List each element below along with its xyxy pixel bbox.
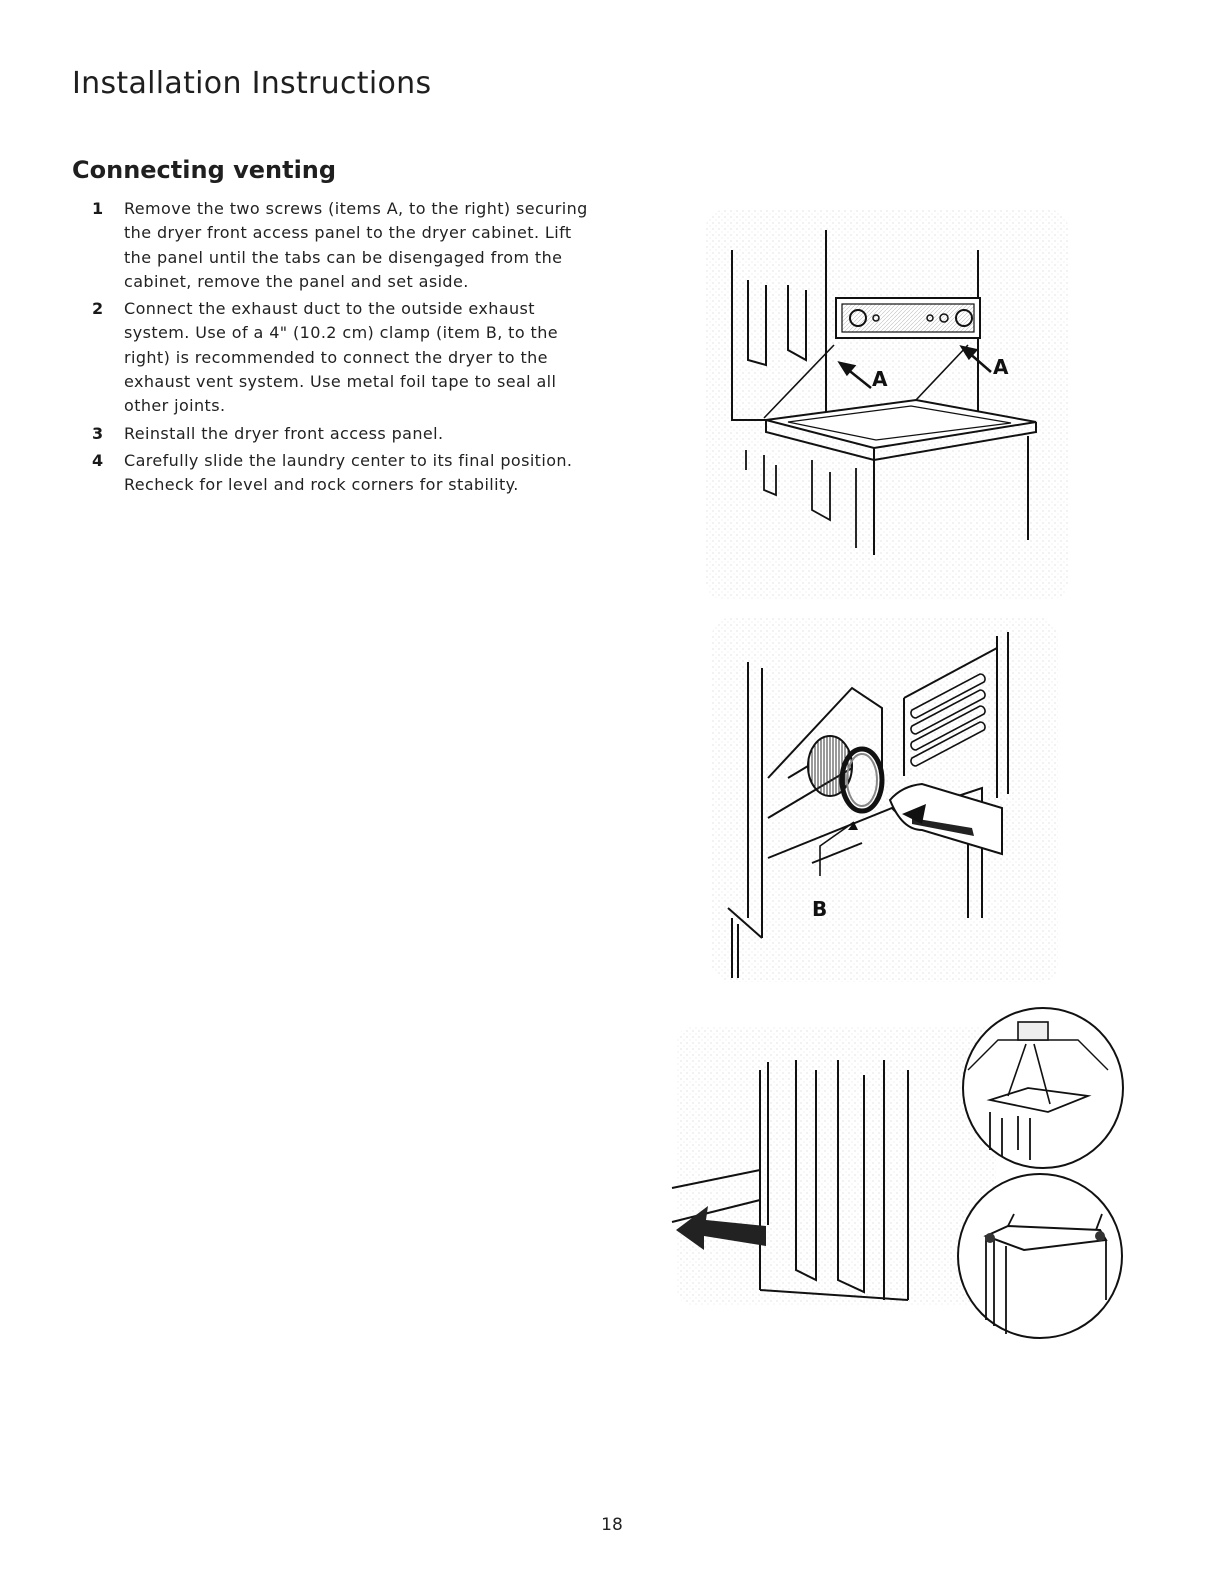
figure-duct-clamp — [712, 618, 1058, 982]
figure-slide-in — [668, 1000, 1126, 1340]
step-list — [92, 197, 592, 501]
step-number: 3 — [92, 423, 104, 443]
figure-panel-removal — [706, 210, 1068, 600]
step-item — [92, 422, 592, 446]
section-title: Connecting venting — [72, 156, 337, 184]
step-item — [92, 297, 592, 418]
callout-a-left: A — [872, 367, 888, 391]
step-item — [92, 449, 592, 498]
page-number: 18 — [601, 1515, 623, 1535]
step-text: Remove the two screws (items A, to the right) securing the dryer front access panel to the dryer cabinet. Lift the panel until the tabs can be disengaged from the cabinet, remove the panel and set aside. — [124, 199, 588, 291]
step-text: Carefully slide the laundry center to its final position. Recheck for level and rock corners for stability. — [124, 450, 573, 495]
figure-background — [676, 1026, 996, 1306]
detail-circle-bottom — [958, 1174, 1122, 1338]
step-item — [92, 197, 592, 294]
step-text: Connect the exhaust duct to the outside exhaust system. Use of a 4" (10.2 cm) clamp (item B, to the right) is recommended to connect the dryer to the exhaust vent system. Use metal foil tape to seal all other joints. — [124, 299, 558, 416]
step-number: 1 — [92, 199, 104, 218]
step-number: 2 — [92, 299, 104, 319]
step-text: Reinstall the dryer front access panel. — [124, 423, 444, 443]
callout-b: B — [812, 897, 828, 921]
callout-a-right: A — [993, 355, 1009, 379]
step-number: 4 — [92, 450, 104, 470]
figure-background — [712, 618, 1058, 982]
detail-circle-top — [963, 1008, 1123, 1168]
page-title: Installation Instructions — [72, 66, 432, 101]
